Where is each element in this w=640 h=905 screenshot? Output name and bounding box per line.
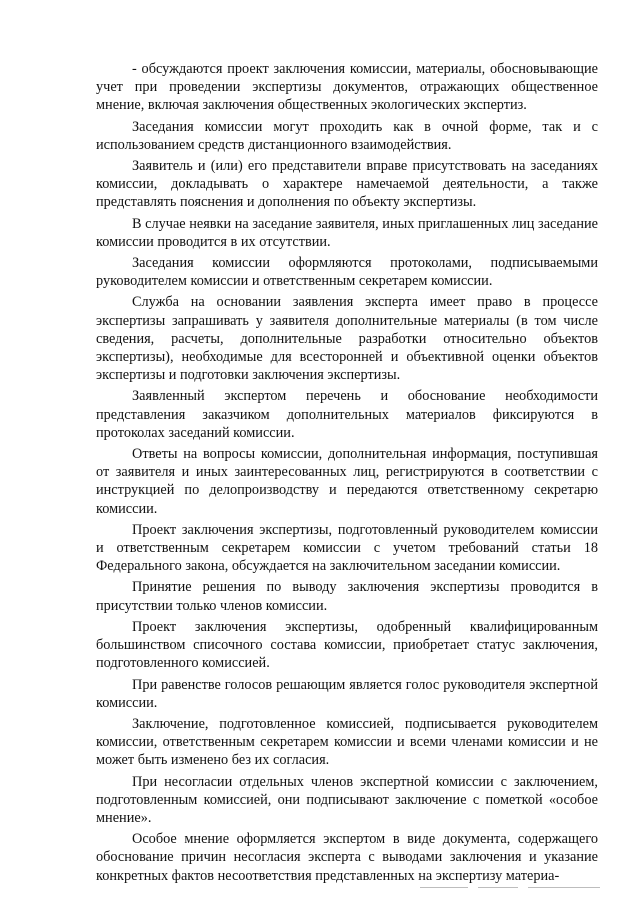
paragraph-applicant-rights: Заявитель и (или) его представители вправе присутствовать на заседаниях комиссии, докладывать о характере намечаемой деятельности, а также представлять пояснения и дополнения по объекту экспертизы. (96, 158, 598, 211)
paragraph-answers-registration: Ответы на вопросы комиссии, дополнительная информация, поступившая от заявителя и иных заинтересованных лиц, регистрируются в соответствии с инструкцией по делопроизводству и передаются ответственному секретарю комиссии. (96, 446, 598, 517)
footer-divider (420, 887, 468, 888)
paragraph-decision-members: Принятие решения по выводу заключения экспертизы проводится в присутствии только членов комиссии. (96, 579, 598, 614)
paragraph-draft-conclusion: Проект заключения экспертизы, подготовленный руководителем комиссии и ответственным секретарем комиссии с учетом требований статьи 18 Федерального закона, обсуждается на заключительном заседании комиссии. (96, 521, 598, 575)
footer-divider (528, 887, 600, 888)
paragraph-additional-materials: Служба на основании заявления эксперта имеет право в процессе экспертизы запрашивать у заявителя дополнительные материалы (в том числе сведения, расчеты, дополнительные разработки относительно объектов экспертизы), необходимые для всесторонней и объективной оценки объектов экспертизы и подготовки заключения экспертизы. (96, 294, 598, 384)
paragraph-disagreement: При несогласии отдельных членов экспертной комиссии с заключением, подготовленным комиссией, они подписывают заключение с пометкой «особое мнение». (96, 773, 598, 826)
paragraph-special-opinion: Особое мнение оформляется экспертом в виде документа, содержащего обоснование причин несогласия эксперта с выводами заключения и указание конкретных фактов несоответствия представленных на экспертизу материа- (96, 831, 598, 884)
paragraph-equal-votes: При равенстве голосов решающим является голос руководителя экспертной комиссии. (96, 676, 598, 711)
paragraph-discussion-item: - обсуждаются проект заключения комиссии, материалы, обосновывающие учет при проведении экспертизы документов, отражающих общественное мнение, включая заключения общественных экологических экспертиз. (96, 61, 598, 114)
footer-divider (478, 887, 518, 888)
document-body (96, 60, 598, 888)
paragraph-materials-list: Заявленный экспертом перечень и обоснование необходимости представления заказчиком дополнительных материалов фиксируются в протоколах заседаний комиссии. (96, 388, 598, 441)
paragraph-meeting-format: Заседания комиссии могут проходить как в очной форме, так и с использованием средств дистанционного взаимодействия. (96, 118, 598, 153)
paragraph-protocols: Заседания комиссии оформляются протоколами, подписываемыми руководителем комиссии и ответственным секретарем комиссии. (96, 255, 598, 290)
paragraph-absence: В случае неявки на заседание заявителя, иных приглашенных лиц заседание комиссии проводится в их отсутствии. (96, 215, 598, 250)
paragraph-qualified-majority: Проект заключения экспертизы, одобренный квалифицированным большинством списочного состава комиссии, приобретает статус заключения, подготовленного комиссией. (96, 618, 598, 672)
paragraph-signing: Заключение, подготовленное комиссией, подписывается руководителем комиссии, ответственным секретарем комиссии и всеми членами комиссии и не может быть изменено без их согласия. (96, 715, 598, 769)
